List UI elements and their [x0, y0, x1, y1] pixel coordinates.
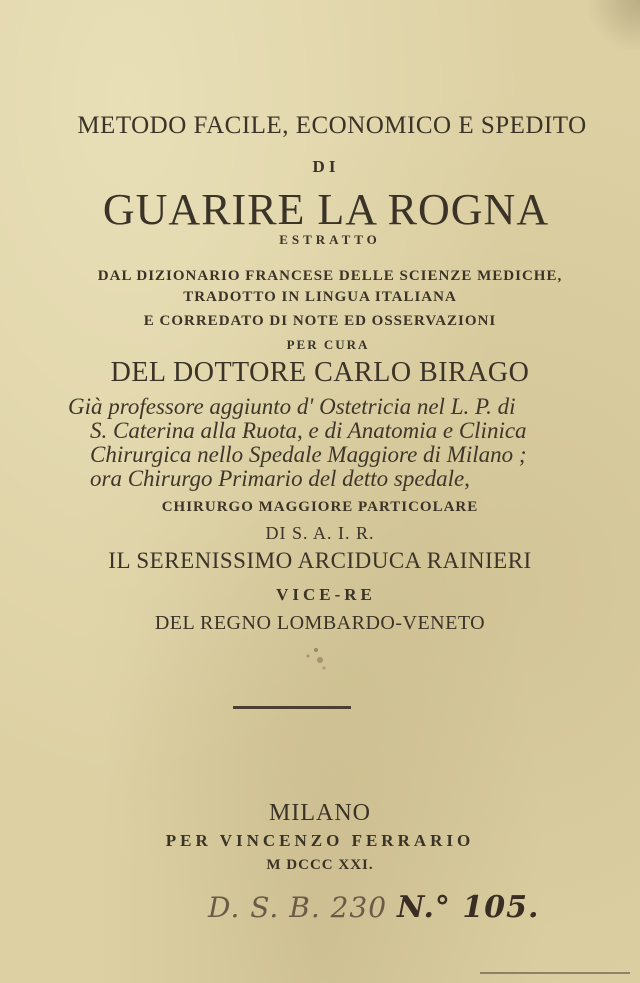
title-line-notes: E CORREDATO DI NOTE ED OSSERVAZIONI — [143, 313, 497, 329]
title-line-di: DI — [312, 157, 340, 176]
title-main: GUARIRE LA ROGNA — [102, 185, 550, 234]
title-line-estratto: ESTRATTO — [279, 232, 381, 247]
title-line-kingdom: DEL REGNO LOMBARDO-VENETO — [154, 612, 486, 634]
title-line-method: METODO FACILE, ECONOMICO E SPEDITO — [77, 112, 587, 139]
title-line-translated: TRADOTTO IN LINGUA ITALIANA — [183, 289, 457, 305]
handwritten-shelfmark — [208, 890, 540, 925]
title-line-per-cura: PER CURA — [286, 337, 370, 352]
separator-rule — [233, 706, 351, 709]
credentials-line: ora Chirurgo Primario del detto spedale, — [90, 466, 470, 491]
ink-ornament — [286, 640, 336, 676]
title-line-sair: DI S. A. I. R. — [265, 523, 375, 543]
credentials-line: S. Caterina alla Ruota, e di Anatomia e Clinica — [90, 418, 527, 443]
handwritten-number: N.° 105. — [396, 890, 540, 925]
imprint-city: MILANO — [269, 800, 371, 826]
author-name: DEL DOTTORE CARLO BIRAGO — [110, 357, 530, 388]
title-line-archduke: IL SERENISSIMO ARCIDUCA RAINIERI — [108, 548, 532, 573]
author-credentials — [68, 395, 588, 491]
handwritten-prefix: D. S. B. 230 — [208, 891, 388, 924]
title-line-source: DAL DIZIONARIO FRANCESE DELLE SCIENZE MEDICHE, — [97, 268, 563, 284]
imprint-year: M DCCC XXI. — [266, 857, 374, 873]
bottom-ink-mark — [480, 972, 630, 974]
imprint-printer: PER VINCENZO FERRARIO — [165, 831, 475, 850]
corner-stain — [580, 0, 640, 50]
title-line-vicere: VICE-RE — [276, 585, 376, 604]
title-line-chirurgo: CHIRURGO MAGGIORE PARTICOLARE — [161, 499, 479, 515]
credentials-line: Chirurgica nello Spedale Maggiore di Milano ; — [90, 442, 527, 467]
credentials-line: Già professore aggiunto d' Ostetricia nel L. P. di — [68, 394, 516, 419]
